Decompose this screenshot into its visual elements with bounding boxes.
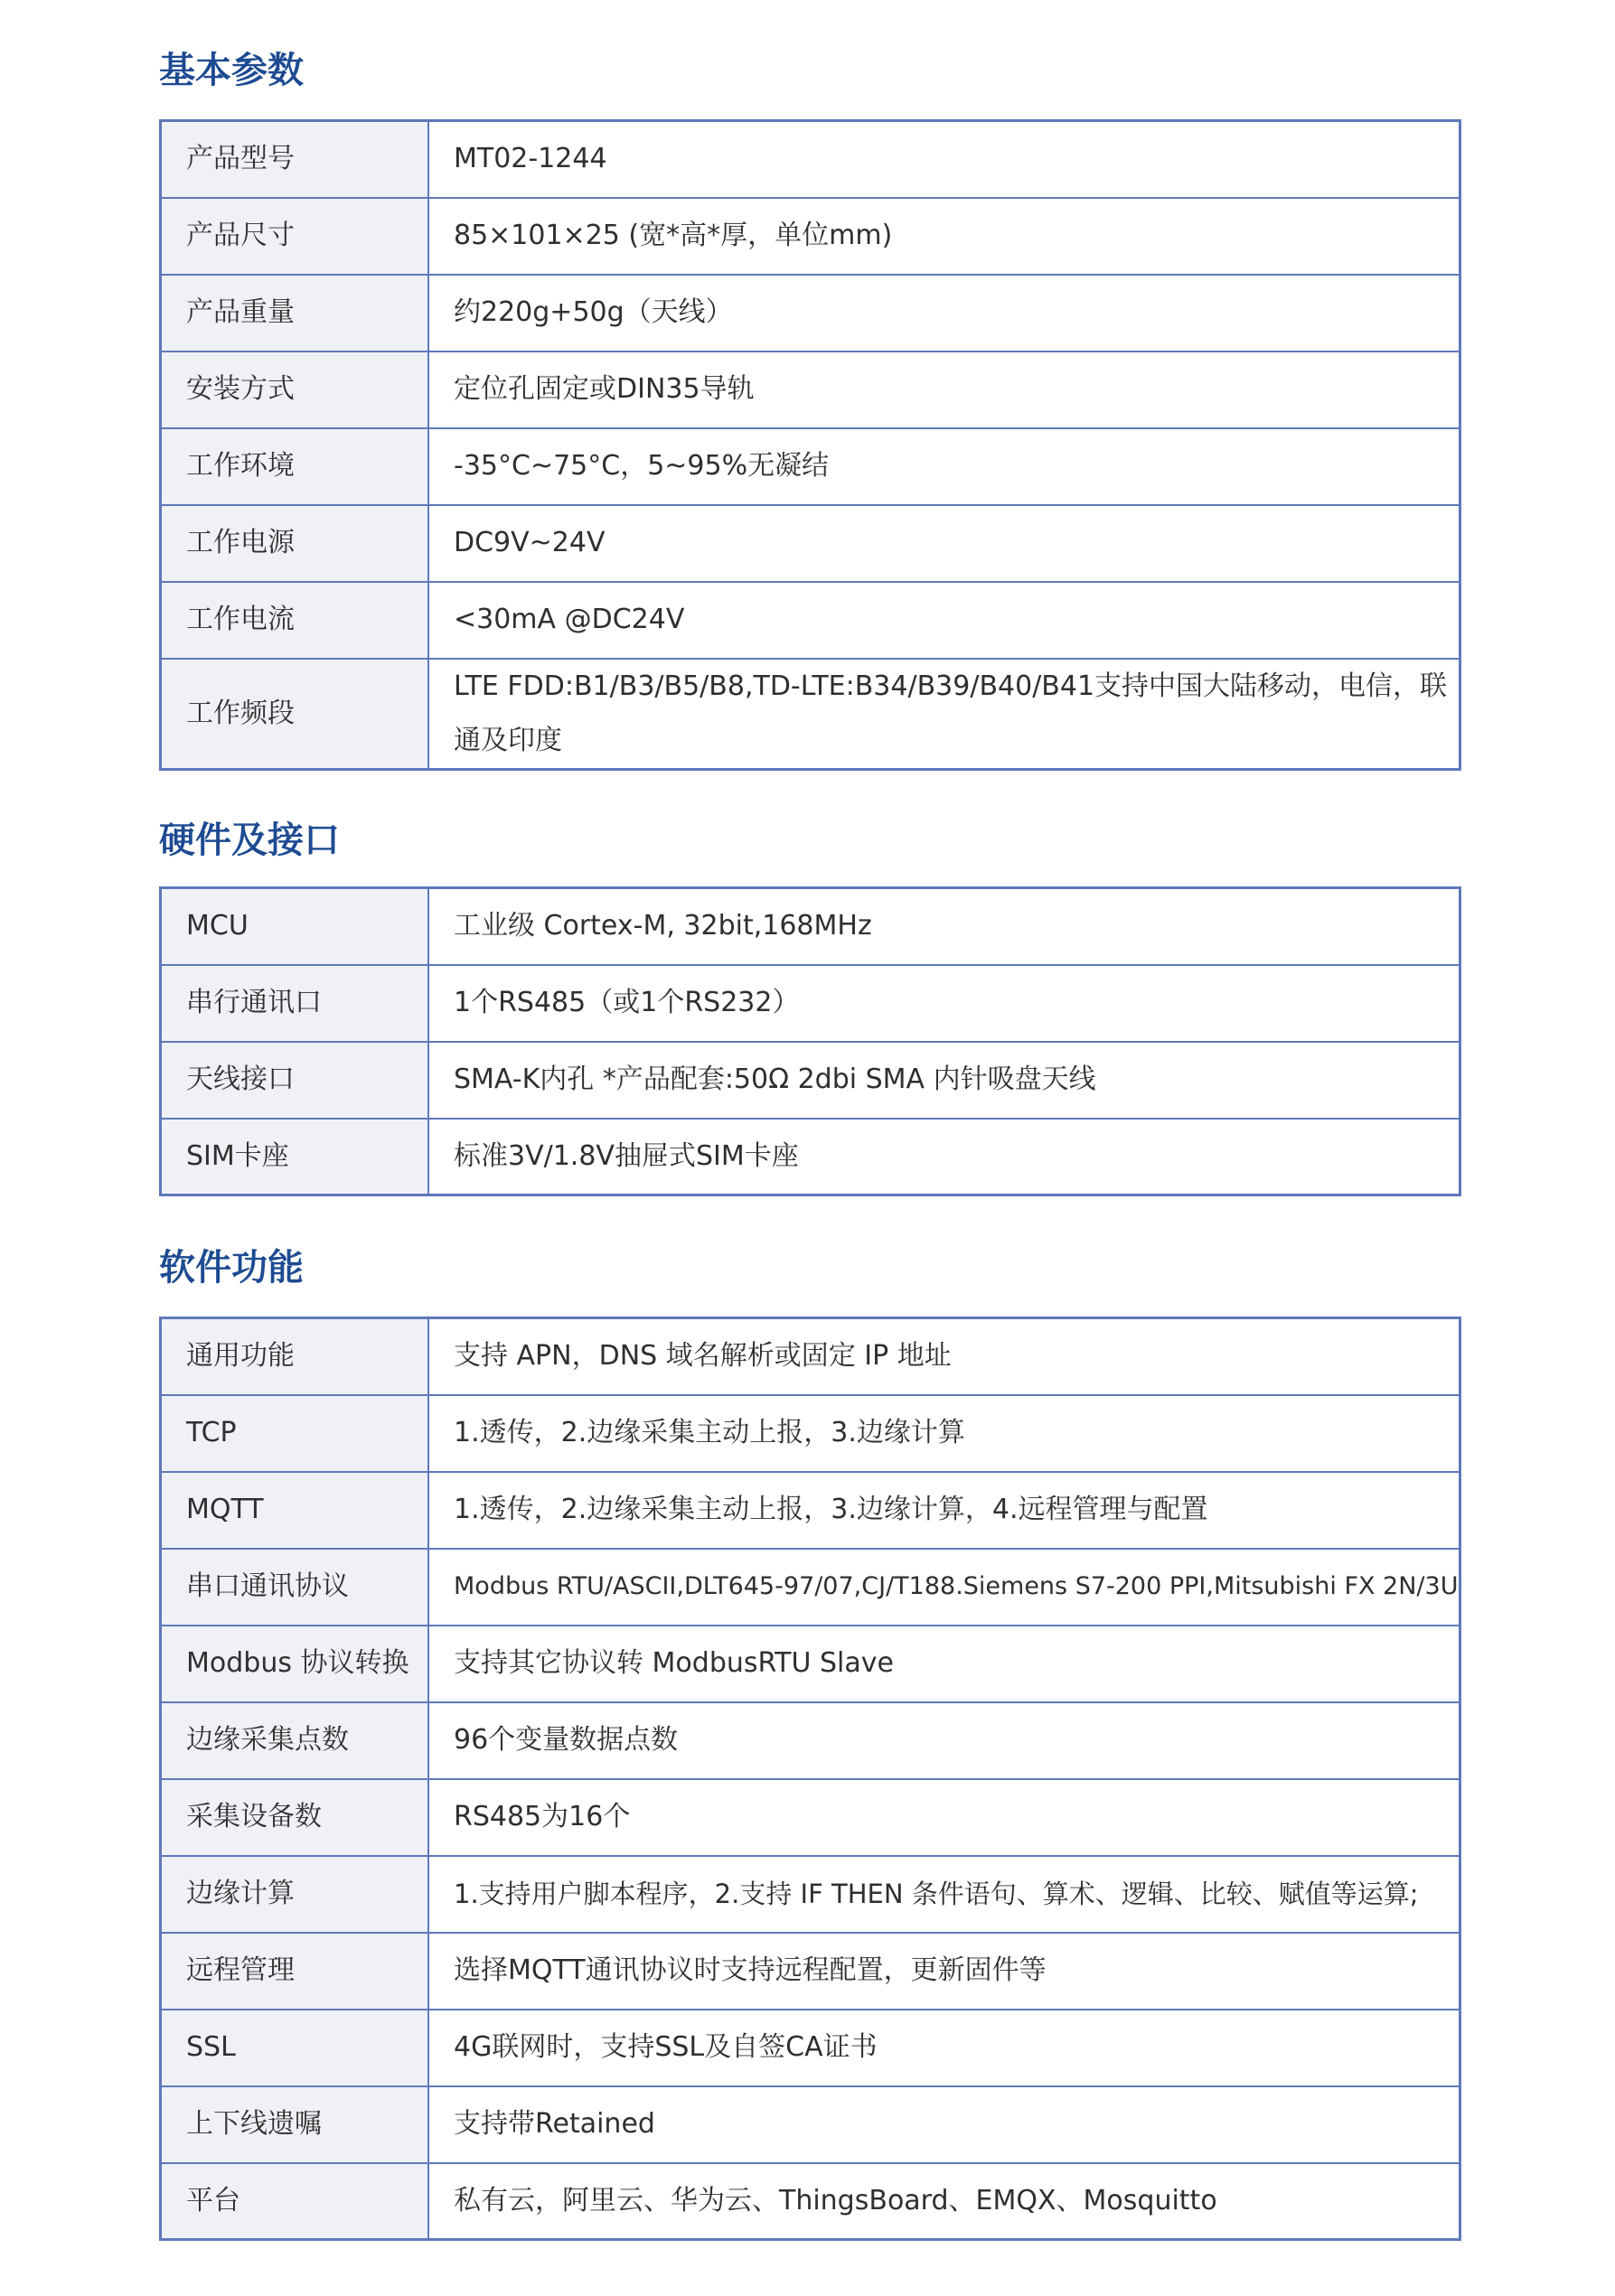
table-row	[161, 351, 1460, 428]
row-label: TCP	[161, 1395, 429, 1472]
row-label: 工作电流	[161, 582, 429, 659]
row-value: RS485为16个	[428, 1779, 1460, 1856]
table-row	[161, 2010, 1460, 2086]
row-label: 安装方式	[161, 351, 429, 428]
table-row	[161, 582, 1460, 659]
row-value: 私有云，阿里云、华为云、ThingsBoard、EMQX、Mosquitto	[428, 2163, 1460, 2240]
row-label: 通用功能	[161, 1318, 429, 1395]
row-label: 串口通讯协议	[161, 1549, 429, 1626]
row-label: 串行通讯口	[161, 965, 429, 1042]
row-value: 1个RS485（或1个RS232）	[428, 965, 1460, 1042]
row-value: 96个变量数据点数	[428, 1702, 1460, 1779]
spec-table-software	[159, 1317, 1461, 2241]
row-value: DC9V~24V	[428, 505, 1460, 582]
row-label: 远程管理	[161, 1933, 429, 2010]
row-value: 支持其它协议转 ModbusRTU Slave	[428, 1626, 1460, 1702]
table-row	[161, 1933, 1460, 2010]
row-label: 边缘采集点数	[161, 1702, 429, 1779]
table-row	[161, 121, 1460, 198]
table-row	[161, 1042, 1460, 1119]
table-row	[161, 2086, 1460, 2163]
row-label: 上下线遗嘱	[161, 2086, 429, 2163]
table-row	[161, 1318, 1460, 1395]
row-label: 采集设备数	[161, 1779, 429, 1856]
table-row	[161, 965, 1460, 1042]
row-label: MCU	[161, 888, 429, 965]
table-row	[161, 198, 1460, 275]
row-value: LTE FDD:B1/B3/B5/B8,TD-LTE:B34/B39/B40/B41支持中国大陆移动，电信，联通及印度	[428, 659, 1460, 770]
row-label: 边缘计算	[161, 1856, 429, 1933]
row-value: 1.透传，2.边缘采集主动上报，3.边缘计算	[428, 1395, 1460, 1472]
table-row	[161, 505, 1460, 582]
row-value: 1.支持用户脚本程序，2.支持 IF THEN 条件语句、算术、逻辑、比较、赋值等运算;	[428, 1856, 1460, 1933]
row-label: 产品尺寸	[161, 198, 429, 275]
row-value: 支持 APN，DNS 域名解析或固定 IP 地址	[428, 1318, 1460, 1395]
row-label: Modbus 协议转换	[161, 1626, 429, 1702]
table-row	[161, 1395, 1460, 1472]
table-row	[161, 659, 1460, 770]
section-title: 硬件及接口	[159, 820, 340, 861]
table-row	[161, 1626, 1460, 1702]
table-row	[161, 1472, 1460, 1549]
table-row	[161, 1549, 1460, 1626]
table-row	[161, 1119, 1460, 1195]
row-value: 定位孔固定或DIN35导轨	[428, 351, 1460, 428]
row-value: 1.透传，2.边缘采集主动上报，3.边缘计算，4.远程管理与配置	[428, 1472, 1460, 1549]
spec-table-basic	[159, 119, 1461, 771]
section-title: 软件功能	[159, 1247, 304, 1289]
table-row	[161, 1779, 1460, 1856]
row-value: -35°C~75°C，5~95%无凝结	[428, 428, 1460, 505]
table-row	[161, 2163, 1460, 2240]
table-row	[161, 275, 1460, 351]
row-value: 选择MQTT通讯协议时支持远程配置，更新固件等	[428, 1933, 1460, 2010]
table-row	[161, 888, 1460, 965]
row-value: 支持带Retained	[428, 2086, 1460, 2163]
table-row	[161, 1702, 1460, 1779]
row-label: 产品型号	[161, 121, 429, 198]
row-value: 工业级 Cortex-M, 32bit,168MHz	[428, 888, 1460, 965]
table-row	[161, 1856, 1460, 1933]
row-value: Modbus RTU/ASCII,DLT645-97/07,CJ/T188.Siemens S7-200 PPI,Mitsubishi FX 2N/3U	[428, 1549, 1460, 1626]
row-label: 工作电源	[161, 505, 429, 582]
row-label: 平台	[161, 2163, 429, 2240]
row-value: SMA-K内孔 *产品配套:50Ω 2dbi SMA 内针吸盘天线	[428, 1042, 1460, 1119]
row-value: MT02-1244	[428, 121, 1460, 198]
row-value: 85×101×25 (宽*高*厚，单位mm)	[428, 198, 1460, 275]
row-label: SSL	[161, 2010, 429, 2086]
table-row	[161, 428, 1460, 505]
section-title: 基本参数	[159, 50, 304, 91]
row-label: MQTT	[161, 1472, 429, 1549]
row-value: <30mA @DC24V	[428, 582, 1460, 659]
row-value: 标准3V/1.8V抽屉式SIM卡座	[428, 1119, 1460, 1195]
row-label: SIM卡座	[161, 1119, 429, 1195]
row-label: 工作频段	[161, 659, 429, 770]
row-label: 天线接口	[161, 1042, 429, 1119]
spec-table-hardware	[159, 886, 1461, 1196]
row-label: 产品重量	[161, 275, 429, 351]
row-value: 约220g+50g（天线）	[428, 275, 1460, 351]
row-value: 4G联网时，支持SSL及自签CA证书	[428, 2010, 1460, 2086]
row-label: 工作环境	[161, 428, 429, 505]
